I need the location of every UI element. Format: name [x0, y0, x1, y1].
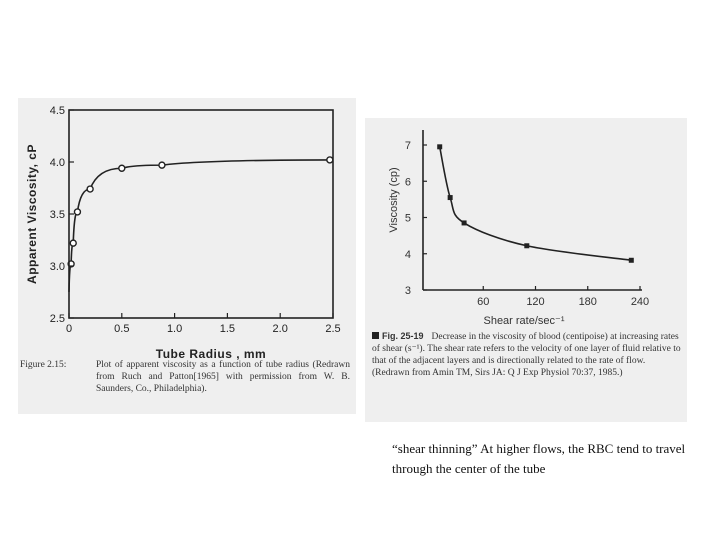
data-point	[524, 243, 529, 248]
data-point	[448, 195, 453, 200]
x-tick-label: 1.5	[219, 323, 236, 335]
shear-thinning-note: “shear thinning” At higher flows, the RBC tend to travel through the center of the tube	[392, 441, 686, 476]
y-tick-label: 5	[404, 212, 411, 225]
x-tick-label: 1.0	[166, 323, 183, 335]
x-tick-label: 240	[630, 296, 650, 308]
y-tick-label: 2.5	[49, 313, 65, 325]
y-tick-label: 4	[404, 248, 411, 261]
caption-text: Plot of apparent viscosity as a function of tube radius (Redrawn from Ruch and Patton[1965] with permission from W. B. Saunders, Co., Philadelphia).	[96, 360, 350, 394]
x-tick-label: 2.0	[272, 323, 288, 335]
data-point	[462, 220, 467, 225]
x-axis-label: Shear rate/sec⁻¹	[483, 315, 565, 327]
x-tick-label: 120	[526, 296, 545, 308]
y-tick-label: 4.0	[49, 157, 65, 169]
y-tick-label: 3.0	[49, 261, 65, 273]
y-tick-label: 6	[404, 176, 411, 189]
y-axis-label: Viscosity (cp)	[388, 167, 400, 233]
y-tick-label: 7	[404, 140, 411, 152]
viscosity-shear-curve	[440, 147, 632, 260]
x-axis-label: Tube Radius , mm	[155, 347, 267, 361]
x-tick-label: 2.5	[325, 323, 341, 335]
data-point	[437, 144, 442, 149]
x-tick-label: 60	[477, 296, 490, 308]
right-figure-caption	[372, 330, 682, 379]
x-tick-label: 0.5	[114, 323, 130, 335]
y-axis-label: Apparent Viscosity, cP	[25, 144, 39, 284]
bullet-square-icon	[372, 332, 379, 339]
caption-label: Figure 2.15:	[20, 360, 67, 370]
x-tick-label: 0	[65, 323, 73, 335]
y-tick-label: 3.5	[49, 209, 65, 221]
data-point	[629, 258, 634, 263]
y-tick-label: 3	[404, 285, 411, 297]
x-tick-label: 180	[578, 296, 597, 308]
caption-label: Fig. 25-19	[382, 331, 424, 341]
y-tick-label: 4.5	[49, 105, 65, 117]
caption-text: Decrease in the viscosity of blood (centipoise) at increasing rates of shear (s⁻¹). The shear rate refers to the velocity of one layer of fluid relative to that of the adjacent layers and is directionally related to the rate of flow. (Redrawn from Amin TM, Sirs JA: Q J Exp Physiol 70:37, 1985.)	[372, 332, 681, 378]
